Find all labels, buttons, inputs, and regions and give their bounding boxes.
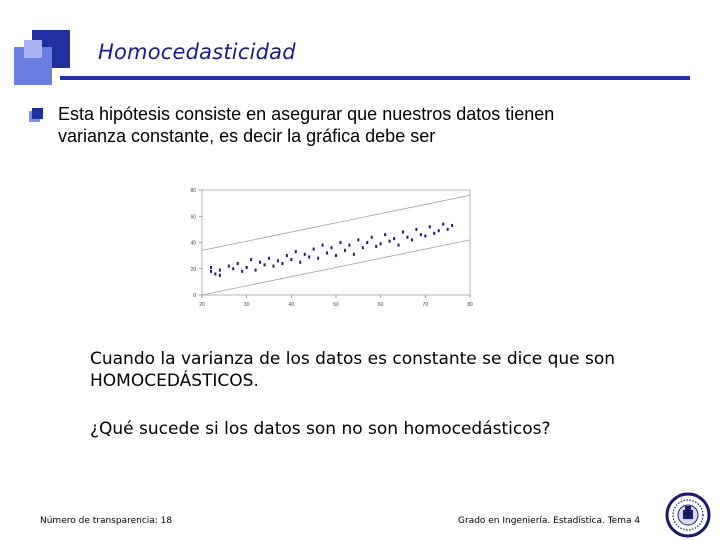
- data-point: [402, 231, 404, 234]
- y-tick-label: 60: [190, 214, 196, 221]
- data-point: [384, 233, 386, 236]
- data-point: [228, 265, 230, 268]
- data-point: [219, 269, 221, 272]
- x-tick-label: 50: [333, 302, 339, 308]
- x-tick-label: 40: [288, 302, 295, 308]
- data-point: [214, 273, 216, 276]
- slide-title: Homocedasticidad: [98, 40, 296, 64]
- data-point: [339, 241, 341, 244]
- data-point: [255, 269, 257, 272]
- data-point: [250, 258, 252, 261]
- data-point: [406, 236, 408, 239]
- data-point: [335, 254, 337, 257]
- data-point: [241, 270, 243, 273]
- homocedastic-paragraph: Cuando la varianza de los datos es constante se dice que son HOMOCEDÁSTICOS.: [90, 349, 616, 391]
- data-point: [308, 255, 310, 258]
- x-tick-label: 80: [467, 302, 473, 308]
- data-point: [331, 246, 333, 249]
- data-point: [371, 236, 373, 239]
- course-footer: Grado en Ingeniería. Estadística. Tema 4: [458, 516, 641, 526]
- data-point: [237, 262, 239, 265]
- band-upper-line: [202, 195, 470, 250]
- data-point: [246, 266, 248, 269]
- slide-number-footer: Número de transparencia: 18: [40, 516, 173, 526]
- decor-square-pale: [24, 40, 42, 58]
- data-point: [344, 249, 346, 252]
- data-point: [348, 244, 350, 247]
- data-point: [326, 252, 328, 255]
- data-point: [264, 263, 266, 266]
- data-point: [322, 244, 324, 247]
- band-lower-line: [202, 240, 470, 295]
- data-point: [438, 229, 440, 232]
- data-point: [447, 228, 449, 231]
- data-point: [313, 248, 315, 251]
- x-tick-label: 30: [243, 302, 250, 308]
- x-tick-label: 20: [199, 302, 205, 308]
- y-tick-label: 20: [190, 266, 196, 273]
- title-underline: [60, 76, 690, 80]
- data-point: [286, 254, 288, 257]
- x-tick-label: 70: [422, 302, 429, 308]
- data-point: [219, 274, 221, 277]
- data-point: [375, 245, 377, 248]
- data-point: [281, 262, 283, 265]
- data-point: [398, 244, 400, 247]
- data-point: [295, 250, 297, 253]
- data-point: [366, 241, 368, 244]
- data-point: [299, 261, 301, 264]
- data-point: [420, 233, 422, 236]
- data-point: [380, 242, 382, 245]
- data-point: [268, 257, 270, 260]
- data-point: [353, 253, 355, 256]
- y-tick-label: 40: [190, 240, 196, 247]
- y-tick-label: 0: [193, 293, 196, 299]
- data-point: [277, 259, 279, 262]
- university-seal-icon: [664, 492, 712, 538]
- data-point: [433, 232, 435, 235]
- data-point: [232, 267, 234, 270]
- bullet-square-icon: [32, 108, 43, 119]
- data-point: [317, 257, 319, 260]
- data-point: [304, 253, 306, 256]
- bullet-text: Esta hipótesis consiste en asegurar que nuestros datos tienen varianza constante, es decir la gráfica debe ser: [58, 104, 555, 146]
- variance-band: [202, 195, 470, 295]
- data-point: [389, 240, 391, 243]
- data-point: [357, 238, 359, 241]
- y-tick-label: 80: [190, 188, 196, 194]
- data-point: [442, 223, 444, 226]
- question-paragraph: ¿Qué sucede si los datos son no son homocedásticos?: [90, 419, 551, 439]
- data-point: [362, 246, 364, 249]
- data-point: [210, 270, 212, 273]
- scatter-plot: [180, 180, 480, 312]
- data-point: [272, 265, 274, 268]
- data-point: [259, 261, 261, 264]
- data-point: [415, 228, 417, 231]
- data-point: [429, 225, 431, 228]
- data-point: [411, 238, 413, 241]
- data-point: [210, 266, 212, 269]
- data-point: [424, 234, 426, 237]
- data-point: [290, 258, 292, 261]
- data-point: [393, 237, 395, 240]
- x-tick-label: 60: [377, 302, 384, 308]
- data-point: [451, 224, 453, 227]
